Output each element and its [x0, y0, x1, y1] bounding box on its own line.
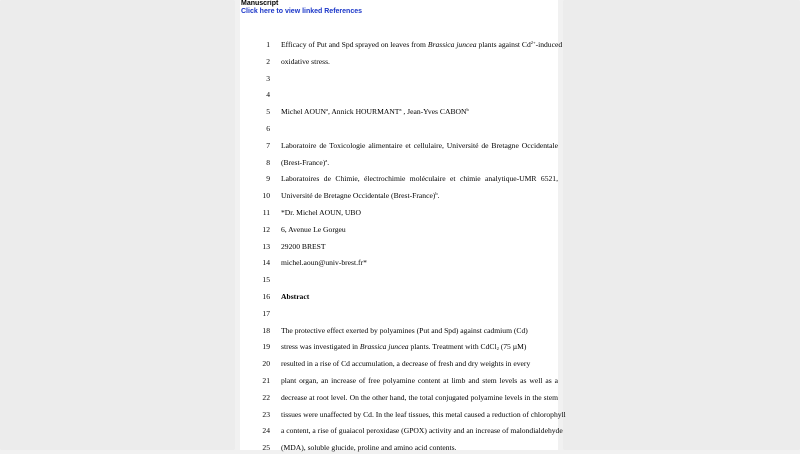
- text-run: plants against Cd: [476, 40, 531, 49]
- line-text: [281, 325, 558, 337]
- text-run: resulted in a rise of Cd accumulation, a decrease of fresh and dry weights in every: [281, 359, 531, 369]
- manuscript-label: Manuscript: [241, 0, 279, 7]
- text-run: a: [399, 107, 402, 113]
- line-text: [281, 207, 558, 219]
- line-3: [240, 73, 558, 85]
- line-number: 12: [262, 224, 270, 234]
- text-run: Laboratoires de Chimie, électrochimie moléculaire et chimie analytique-UMR 6521,: [281, 174, 558, 184]
- line-text: [281, 341, 558, 353]
- text-run: oxidative stress.: [281, 56, 330, 66]
- line-number: 3: [266, 73, 270, 83]
- line-10: [240, 190, 558, 202]
- text-run: .: [437, 191, 440, 201]
- text-run: Brassica juncea: [427, 40, 477, 49]
- line-text: [281, 425, 563, 437]
- background-blur-left: [0, 0, 235, 450]
- line-9: [240, 173, 558, 185]
- text-run: (75 µM): [498, 342, 527, 352]
- line-6: [240, 123, 558, 135]
- text-run: 29200 BREST: [281, 241, 326, 251]
- text-run: , Annick HOURMANT: [327, 107, 400, 117]
- line-number: 18: [262, 325, 270, 335]
- text-run: a content, a rise of guaiacol peroxidase (GPOX) activity and an increase of malondialdehyde: [281, 426, 563, 436]
- line-12: [240, 224, 558, 236]
- text-run: Abstract: [281, 292, 310, 301]
- text-run: tissues were unaffected by Cd. In the leaf tissues, this metal caused a reduction of chlorophyll: [281, 409, 566, 419]
- line-number: 23: [262, 409, 270, 419]
- line-number: 1: [266, 40, 270, 49]
- text-run: b: [466, 107, 469, 113]
- text-run: The protective effect exerted by polyamines (Put and Spd) against cadmium (Cd): [281, 325, 528, 335]
- text-run: michel.aoun@univ-brest.fr*: [281, 258, 367, 268]
- line-number: 22: [262, 392, 270, 402]
- line-text: [281, 56, 558, 68]
- line-text: [281, 257, 558, 269]
- line-number: 21: [262, 376, 270, 385]
- line-number: 15: [262, 275, 270, 285]
- line-8: [240, 157, 558, 169]
- line-number: 24: [262, 426, 270, 436]
- line-text: [281, 442, 558, 454]
- line-text: [281, 409, 566, 421]
- line-11: [240, 207, 558, 219]
- line-25: [240, 442, 558, 454]
- text-run: Brassica juncea: [359, 342, 409, 352]
- text-run: 2: [496, 346, 499, 352]
- text-run: a: [325, 157, 328, 163]
- text-run: Michel AOUN: [281, 107, 326, 117]
- line-1: [240, 39, 563, 51]
- line-13: [240, 241, 558, 253]
- line-text: [281, 358, 558, 370]
- text-run: plant organ, an increase of free polyamine content at limb and stem levels as well as a: [281, 376, 558, 385]
- line-number: 17: [262, 308, 270, 318]
- line-16: [240, 291, 558, 303]
- line-number: 5: [266, 107, 270, 117]
- line-number: 9: [266, 174, 270, 184]
- line-15: [240, 274, 558, 286]
- text-run: Efficacy of Put and Spd sprayed on leaves from: [281, 40, 428, 49]
- background-blur-right: [563, 0, 800, 450]
- line-number: 25: [262, 443, 270, 453]
- text-run: Université de Bretagne Occidentale (Brest-France): [281, 191, 436, 201]
- text-run: a: [325, 107, 328, 113]
- line-text: [281, 375, 558, 387]
- line-14: [240, 257, 558, 269]
- line-text: [281, 392, 558, 404]
- line-text: [281, 140, 558, 152]
- line-2: [240, 56, 558, 68]
- manuscript-page: [240, 0, 566, 453]
- text-run: (MDA), soluble glucide, proline and amino acid contents.: [281, 443, 457, 453]
- line-number: 2: [266, 56, 270, 66]
- line-number: 6: [266, 124, 270, 133]
- line-21: [240, 375, 558, 387]
- text-run: Laboratoire de Toxicologie alimentaire et cellulaire, Université de Bretagne Occidentale: [281, 140, 558, 150]
- line-text: [281, 157, 558, 169]
- text-run: plants. Treatment with CdCl: [408, 342, 497, 352]
- manuscript-header: [241, 0, 362, 15]
- line-text: [281, 291, 558, 303]
- line-text: [281, 224, 558, 236]
- line-number: 8: [266, 157, 270, 167]
- line-number: 10: [262, 191, 270, 201]
- line-7: [240, 140, 558, 152]
- text-run: stress was investigated in: [281, 342, 360, 352]
- line-20: [240, 358, 558, 370]
- line-number: 16: [262, 292, 270, 301]
- text-run: *Dr. Michel AOUN, UBO: [281, 208, 361, 217]
- line-5: [240, 106, 558, 118]
- line-4: [240, 89, 558, 101]
- line-text: [281, 173, 558, 185]
- line-text: [281, 106, 558, 118]
- line-number: 20: [262, 359, 270, 369]
- line-number: 7: [266, 140, 270, 150]
- text-run: .: [327, 157, 330, 167]
- line-19: [240, 341, 558, 353]
- line-number: 4: [266, 90, 270, 100]
- text-run: 2+: [530, 40, 536, 45]
- line-number: 11: [262, 208, 270, 217]
- text-run: (Brest-France): [281, 157, 326, 167]
- text-run: b: [435, 191, 438, 197]
- line-number: 19: [262, 342, 270, 352]
- line-text: [281, 39, 563, 51]
- line-18: [240, 325, 558, 337]
- line-text: [281, 190, 558, 202]
- line-22: [240, 392, 558, 404]
- line-number: 13: [262, 241, 270, 251]
- text-run: , Jean-Yves CABON: [401, 107, 467, 117]
- text-run: decrease at root level. On the other hand, the total conjugated polyamine levels in the stem: [281, 392, 558, 402]
- view-references-link[interactable]: Click here to view linked References: [241, 7, 362, 15]
- text-run: 6, Avenue Le Gorgeu: [281, 224, 346, 234]
- line-number: 14: [262, 258, 270, 268]
- line-17: [240, 308, 558, 320]
- line-24: [240, 425, 563, 437]
- line-text: [281, 241, 558, 253]
- text-run: -induced: [535, 40, 563, 49]
- line-23: [240, 409, 566, 421]
